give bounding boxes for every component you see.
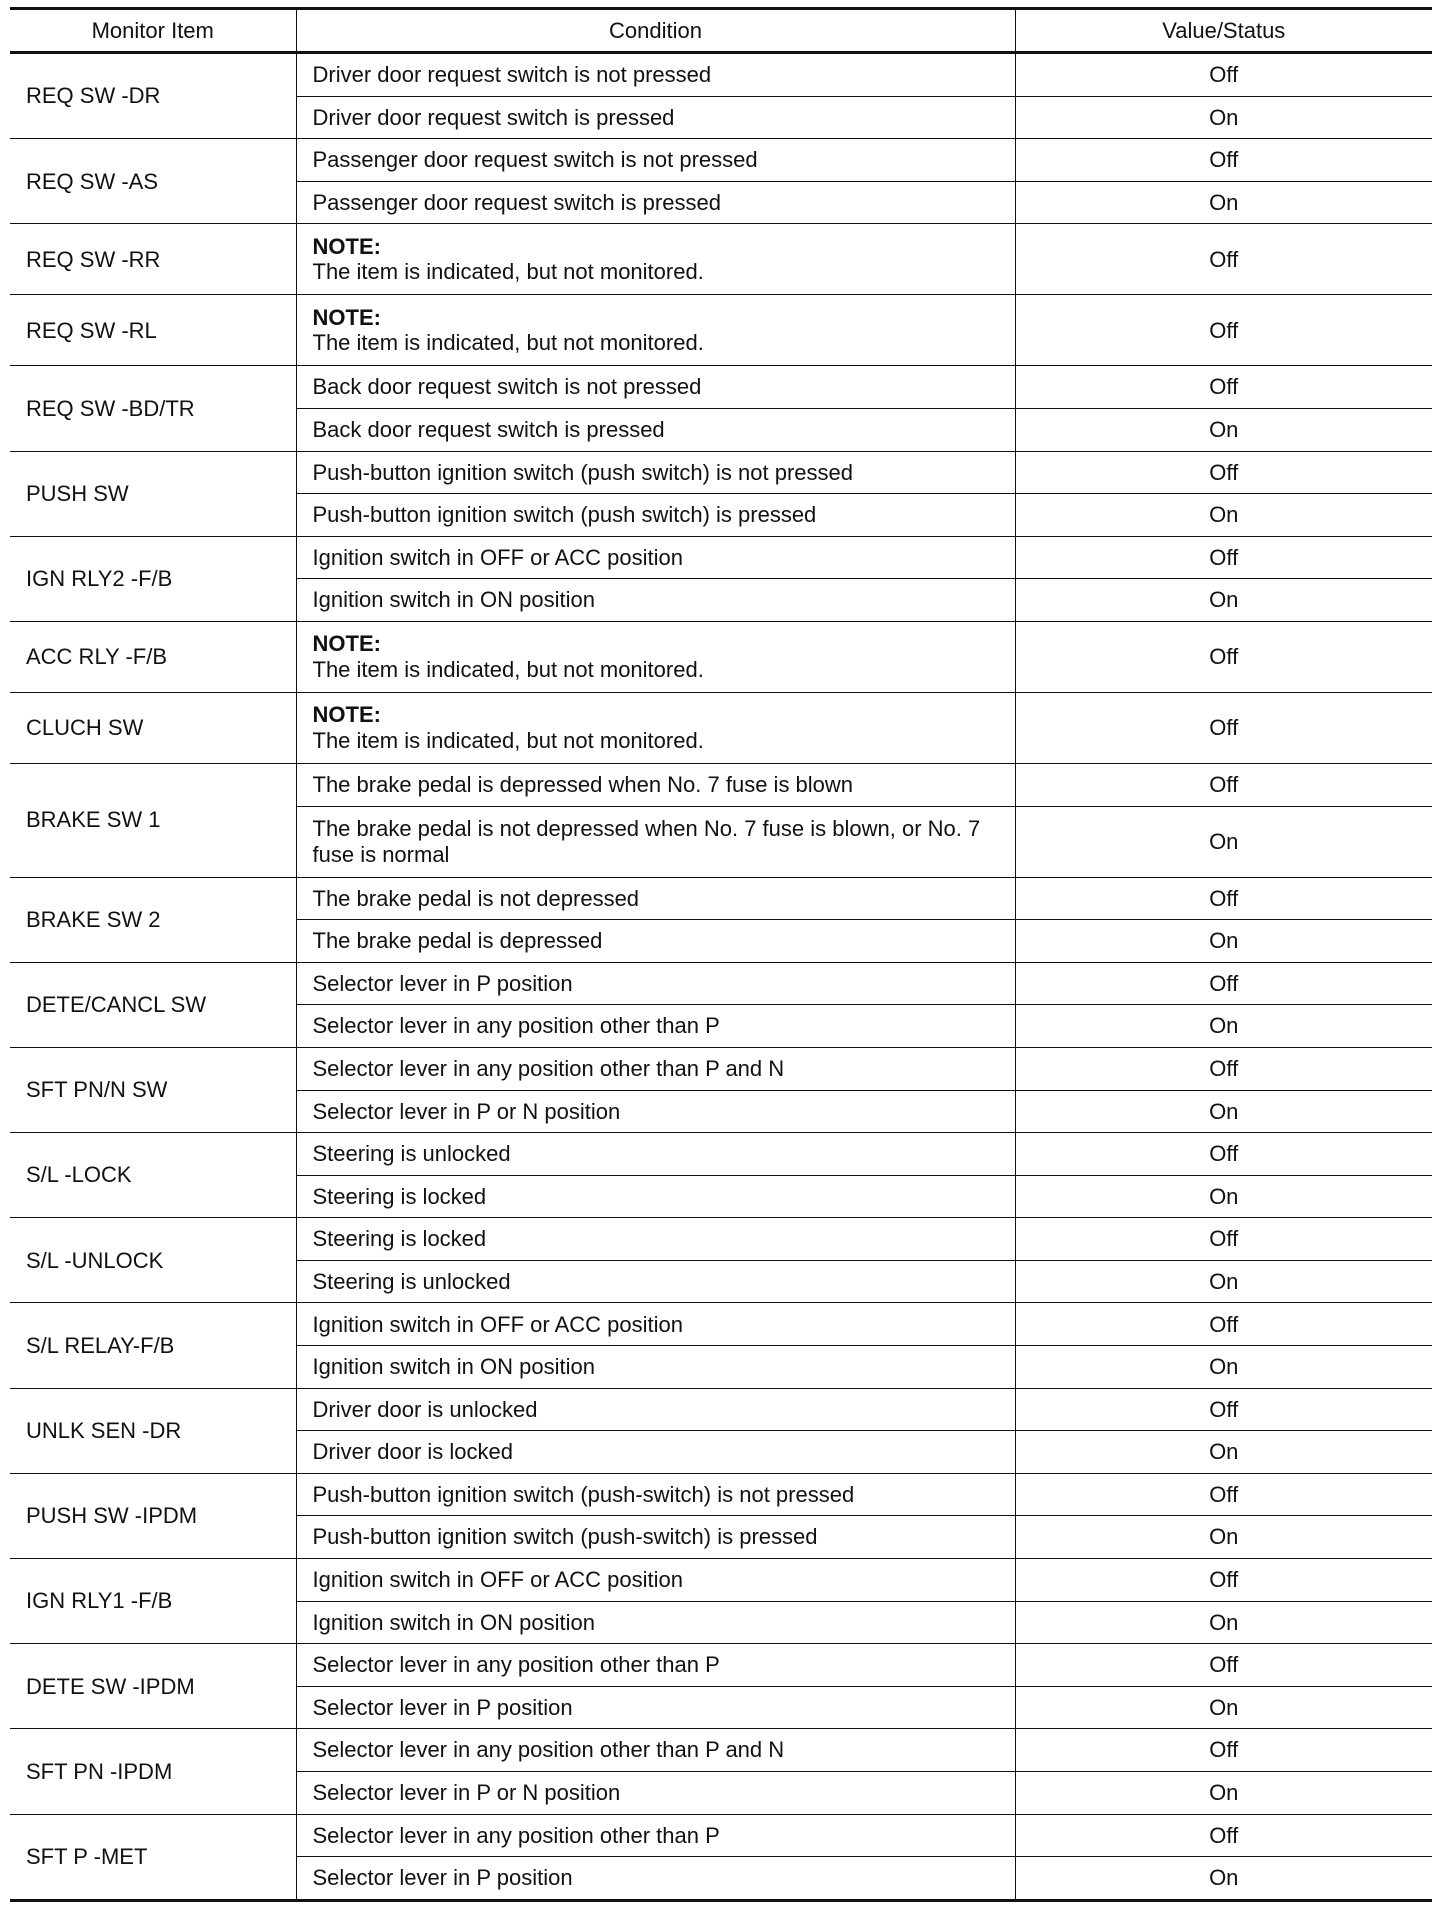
condition-cell: Steering is locked [296, 1218, 1015, 1261]
table-row [10, 224, 1432, 295]
condition-cell: Driver door is locked [296, 1431, 1015, 1474]
condition-cell: Ignition switch in OFF or ACC position [296, 1559, 1015, 1602]
condition-cell: Steering is unlocked [296, 1133, 1015, 1176]
condition-cell: Selector lever in P position [296, 1686, 1015, 1729]
table-row [10, 536, 1432, 579]
value-status-cell: On [1015, 579, 1432, 622]
monitor-item-cell: REQ SW -DR [10, 53, 296, 139]
value-status-cell: Off [1015, 1218, 1432, 1261]
condition-cell: The brake pedal is depressed [296, 920, 1015, 963]
condition-cell: Back door request switch is pressed [296, 408, 1015, 451]
condition-cell: Selector lever in P or N position [296, 1772, 1015, 1815]
condition-cell: Ignition switch in OFF or ACC position [296, 1303, 1015, 1346]
condition-cell: Back door request switch is not pressed [296, 366, 1015, 409]
value-status-cell: On [1015, 1260, 1432, 1303]
condition-cell: Ignition switch in ON position [296, 1346, 1015, 1389]
table-header [10, 9, 1432, 53]
table-row [10, 139, 1432, 182]
monitor-item-cell: UNLK SEN -DR [10, 1388, 296, 1473]
value-status-cell: On [1015, 1686, 1432, 1729]
table-row [10, 53, 1432, 97]
value-status-cell: Off [1015, 1559, 1432, 1602]
table-row [10, 1218, 1432, 1261]
value-status-cell: Off [1015, 53, 1432, 97]
table-row [10, 692, 1432, 763]
value-status-cell: Off [1015, 295, 1432, 366]
header-value-status: Value/Status [1015, 9, 1432, 53]
condition-cell: Selector lever in any position other than P and N [296, 1047, 1015, 1090]
value-status-cell: On [1015, 408, 1432, 451]
table-row [10, 1814, 1432, 1857]
note-label: NOTE: [312, 233, 381, 259]
value-status-cell: On [1015, 1175, 1432, 1218]
value-status-cell: Off [1015, 1644, 1432, 1687]
value-status-cell: Off [1015, 1047, 1432, 1090]
monitor-item-table [10, 7, 1432, 1902]
condition-cell: Driver door request switch is not pressed [296, 53, 1015, 97]
monitor-item-cell: REQ SW -RR [10, 224, 296, 295]
value-status-cell: On [1015, 1346, 1432, 1389]
monitor-item-cell: CLUCH SW [10, 692, 296, 763]
note-label: NOTE: [312, 702, 381, 728]
note-text: The item is indicated, but not monitored. [312, 656, 704, 682]
condition-cell [296, 621, 1015, 692]
table-row [10, 962, 1432, 1005]
value-status-cell: Off [1015, 224, 1432, 295]
value-status-cell: On [1015, 1857, 1432, 1901]
monitor-item-cell: SFT PN/N SW [10, 1047, 296, 1132]
monitor-item-cell: ACC RLY -F/B [10, 621, 296, 692]
value-status-cell: Off [1015, 1388, 1432, 1431]
condition-cell: Ignition switch in ON position [296, 579, 1015, 622]
monitor-item-cell: PUSH SW [10, 451, 296, 536]
note-text: The item is indicated, but not monitored. [312, 727, 704, 753]
monitor-item-cell: REQ SW -BD/TR [10, 366, 296, 451]
condition-cell: The brake pedal is depressed when No. 7 fuse is blown [296, 763, 1015, 806]
value-status-cell: Off [1015, 1814, 1432, 1857]
condition-cell: Selector lever in P position [296, 1857, 1015, 1901]
value-status-cell: On [1015, 96, 1432, 139]
value-status-cell: Off [1015, 366, 1432, 409]
monitor-item-cell: SFT PN -IPDM [10, 1729, 296, 1814]
monitor-item-cell: BRAKE SW 2 [10, 877, 296, 962]
table-row [10, 1388, 1432, 1431]
monitor-item-cell: DETE/CANCL SW [10, 962, 296, 1047]
condition-cell [296, 224, 1015, 295]
condition-cell: Selector lever in any position other than P [296, 1005, 1015, 1048]
condition-cell: Driver door is unlocked [296, 1388, 1015, 1431]
condition-cell: Push-button ignition switch (push-switch) is pressed [296, 1516, 1015, 1559]
condition-cell: Push-button ignition switch (push-switch) is not pressed [296, 1473, 1015, 1516]
monitor-item-cell: REQ SW -AS [10, 139, 296, 224]
condition-cell: Selector lever in P or N position [296, 1090, 1015, 1133]
value-status-cell: On [1015, 181, 1432, 224]
condition-cell: Steering is unlocked [296, 1260, 1015, 1303]
condition-cell [296, 692, 1015, 763]
table-row [10, 451, 1432, 494]
table-row [10, 1133, 1432, 1176]
condition-cell: Driver door request switch is pressed [296, 96, 1015, 139]
value-status-cell: On [1015, 1772, 1432, 1815]
value-status-cell: Off [1015, 692, 1432, 763]
table-row [10, 1473, 1432, 1516]
condition-cell: The brake pedal is not depressed [296, 877, 1015, 920]
table-body [10, 53, 1432, 1901]
condition-cell: Passenger door request switch is pressed [296, 181, 1015, 224]
value-status-cell: On [1015, 806, 1432, 877]
table-row [10, 1729, 1432, 1772]
value-status-cell: On [1015, 1601, 1432, 1644]
value-status-cell: On [1015, 1431, 1432, 1474]
monitor-item-cell: BRAKE SW 1 [10, 763, 296, 877]
condition-cell: Selector lever in any position other than P [296, 1644, 1015, 1687]
value-status-cell: Off [1015, 1303, 1432, 1346]
monitor-item-cell: REQ SW -RL [10, 295, 296, 366]
table-row [10, 877, 1432, 920]
header-condition: Condition [296, 9, 1015, 53]
value-status-cell: Off [1015, 962, 1432, 1005]
value-status-cell: On [1015, 1005, 1432, 1048]
note-text: The item is indicated, but not monitored. [312, 330, 704, 356]
table-row [10, 1559, 1432, 1602]
monitor-item-cell: IGN RLY1 -F/B [10, 1559, 296, 1644]
value-status-cell: Off [1015, 536, 1432, 579]
monitor-item-cell: DETE SW -IPDM [10, 1644, 296, 1729]
table-row [10, 763, 1432, 806]
value-status-cell: Off [1015, 1133, 1432, 1176]
value-status-cell: Off [1015, 139, 1432, 182]
condition-cell: Selector lever in any position other than P [296, 1814, 1015, 1857]
value-status-cell: Off [1015, 1729, 1432, 1772]
condition-cell: Ignition switch in ON position [296, 1601, 1015, 1644]
header-monitor-item: Monitor Item [10, 9, 296, 53]
value-status-cell: On [1015, 1516, 1432, 1559]
table-row [10, 1644, 1432, 1687]
value-status-cell: Off [1015, 451, 1432, 494]
note-text: The item is indicated, but not monitored. [312, 259, 704, 285]
value-status-cell: Off [1015, 1473, 1432, 1516]
table-row [10, 1303, 1432, 1346]
monitor-item-cell: PUSH SW -IPDM [10, 1473, 296, 1558]
condition-cell: Selector lever in any position other than P and N [296, 1729, 1015, 1772]
note-label: NOTE: [312, 304, 381, 330]
table-row [10, 295, 1432, 366]
value-status-cell: On [1015, 1090, 1432, 1133]
header-row [10, 9, 1432, 53]
monitor-item-cell: S/L -LOCK [10, 1133, 296, 1218]
note-label: NOTE: [312, 631, 381, 657]
condition-cell: Steering is locked [296, 1175, 1015, 1218]
monitor-item-cell: IGN RLY2 -F/B [10, 536, 296, 621]
condition-cell: Push-button ignition switch (push switch) is not pressed [296, 451, 1015, 494]
condition-cell [296, 295, 1015, 366]
value-status-cell: Off [1015, 621, 1432, 692]
monitor-item-cell: S/L RELAY-F/B [10, 1303, 296, 1388]
condition-cell: Passenger door request switch is not pressed [296, 139, 1015, 182]
condition-cell: Push-button ignition switch (push switch) is pressed [296, 494, 1015, 537]
value-status-cell: Off [1015, 877, 1432, 920]
condition-cell: Ignition switch in OFF or ACC position [296, 536, 1015, 579]
condition-cell: The brake pedal is not depressed when No. 7 fuse is blown, or No. 7 fuse is normal [296, 806, 1015, 877]
value-status-cell: On [1015, 494, 1432, 537]
condition-cell: Selector lever in P position [296, 962, 1015, 1005]
table-row [10, 1047, 1432, 1090]
monitor-item-cell: SFT P -MET [10, 1814, 296, 1900]
value-status-cell: On [1015, 920, 1432, 963]
table-row [10, 621, 1432, 692]
table-row [10, 366, 1432, 409]
value-status-cell: Off [1015, 763, 1432, 806]
monitor-item-cell: S/L -UNLOCK [10, 1218, 296, 1303]
